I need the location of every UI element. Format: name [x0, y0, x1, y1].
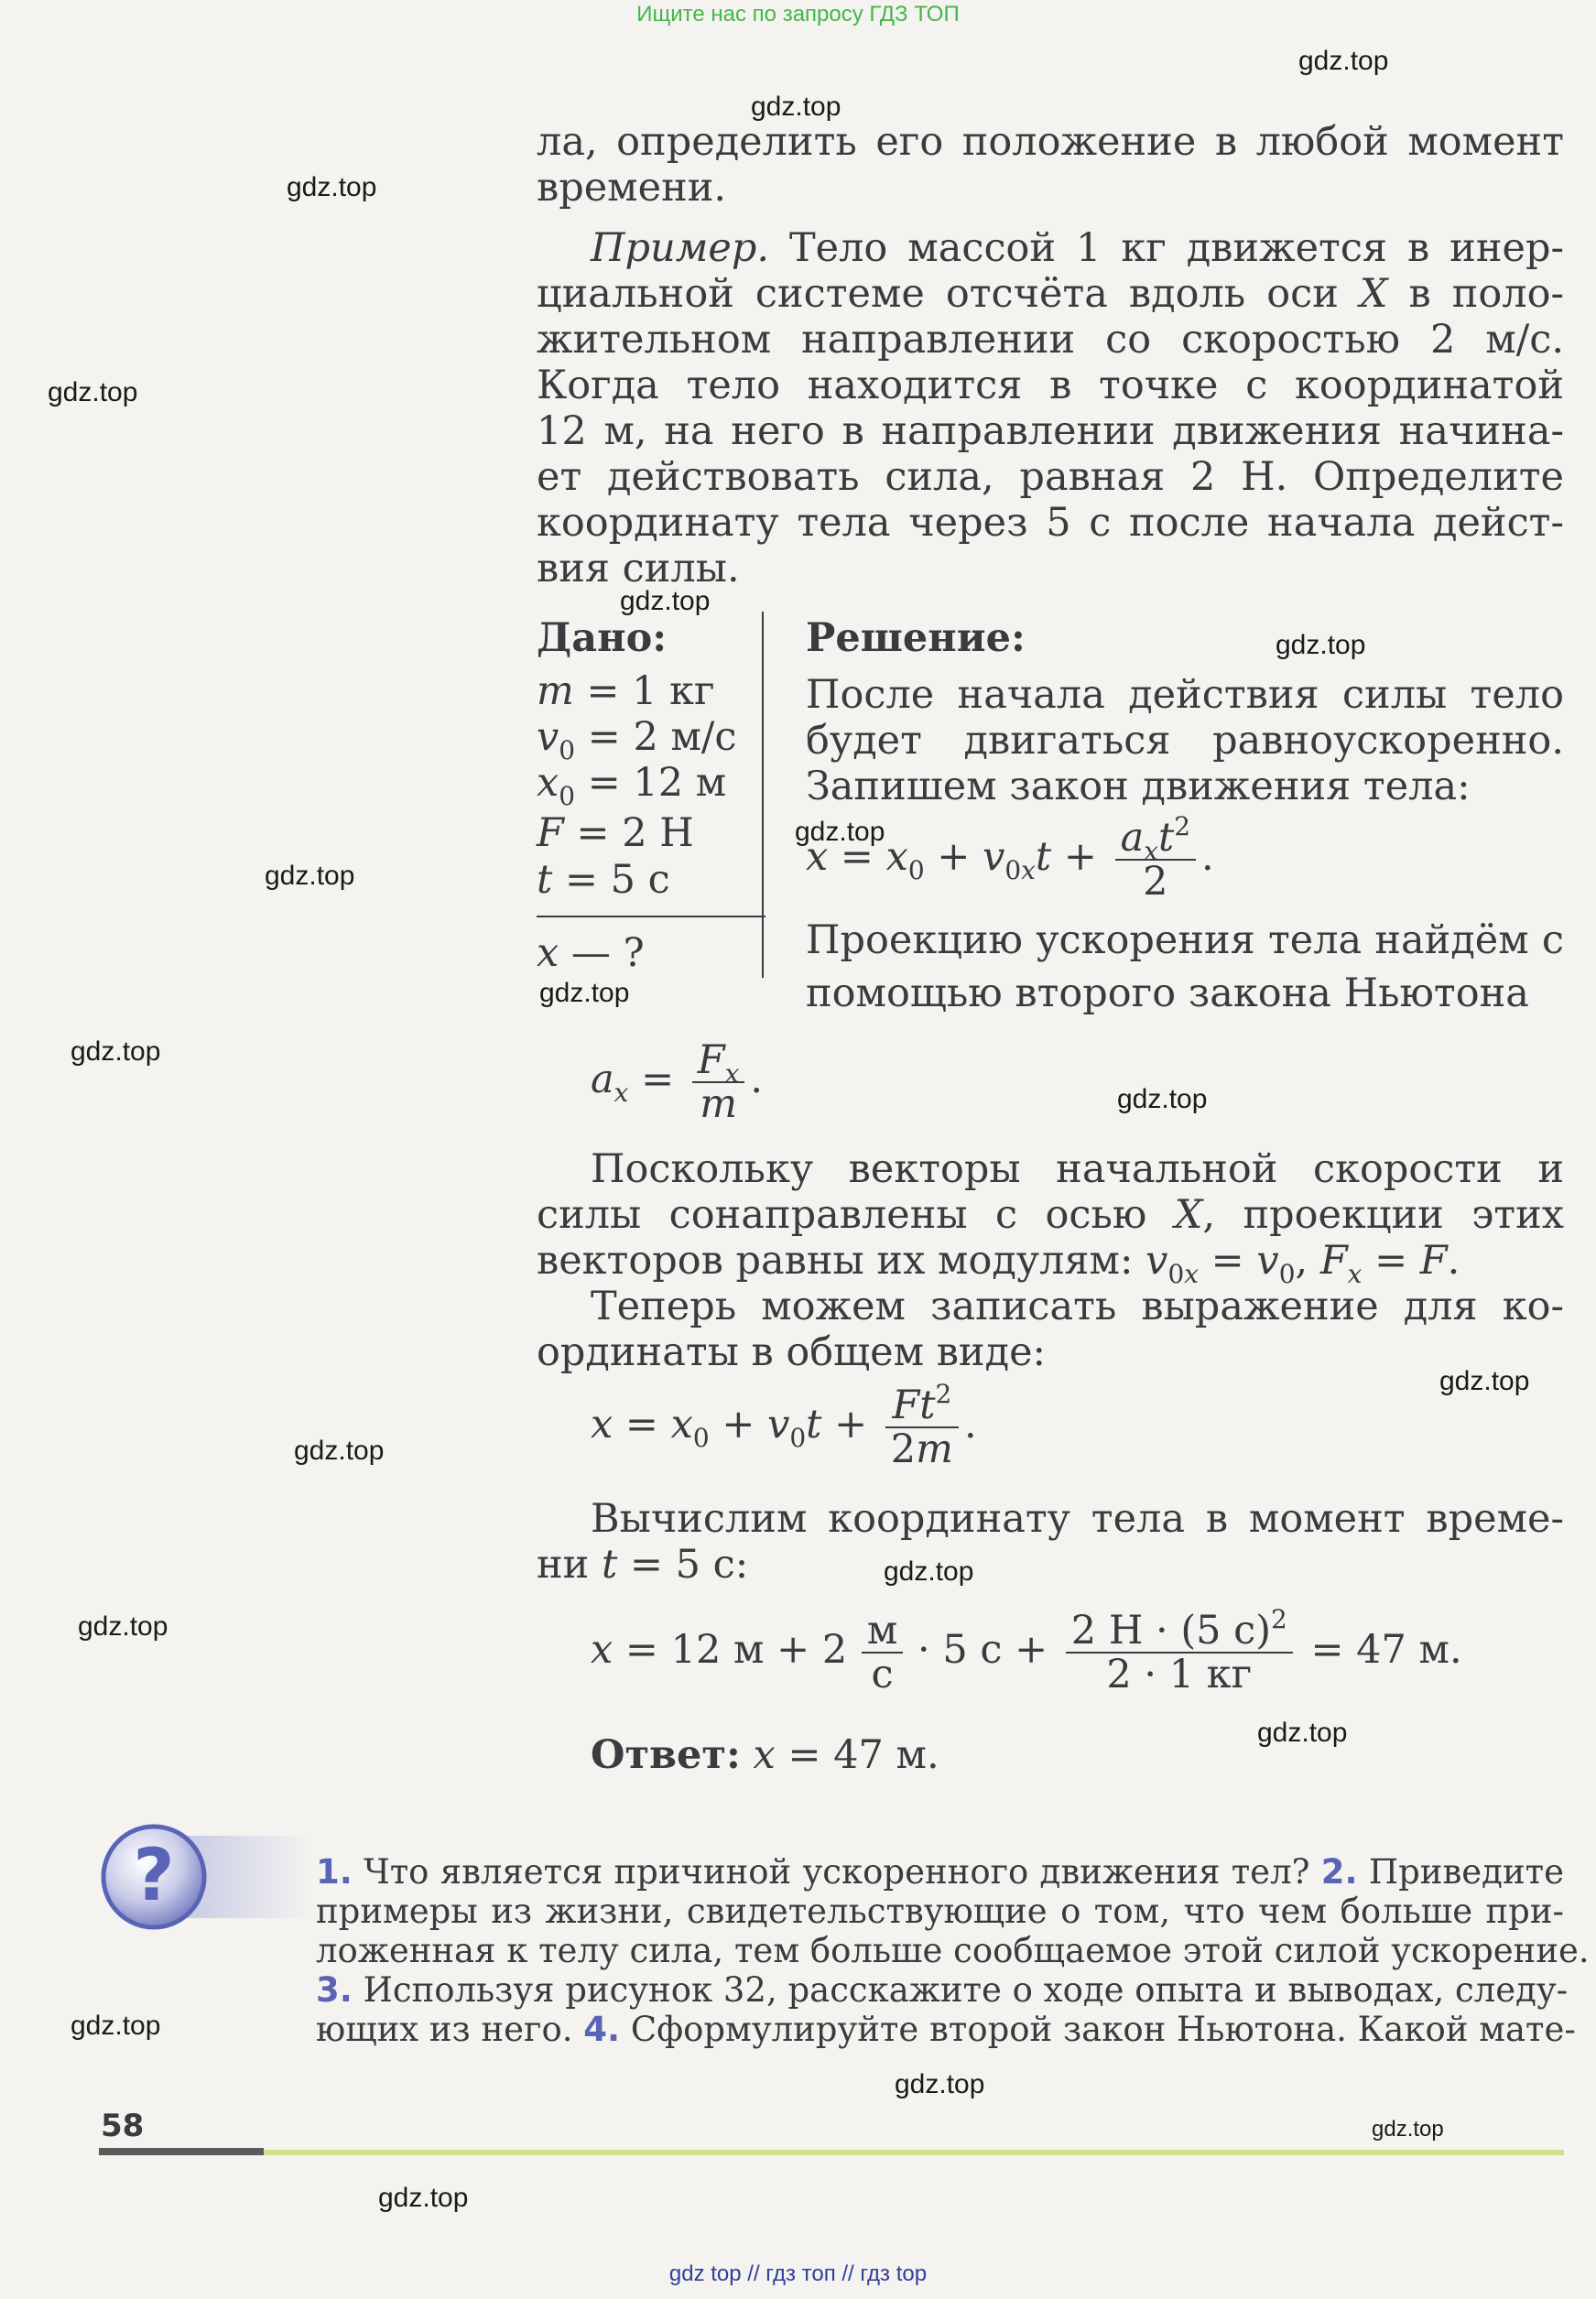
watermark: gdz.top — [71, 2011, 161, 2041]
watermark: gdz.top — [265, 861, 355, 891]
body-line: ни t = 5 с: — [537, 1542, 749, 1588]
watermark: gdz.top — [1298, 46, 1389, 76]
motion-law-formula: $x = x_0 + v_{0x}t$ + $\frac{a_xt^2}{2}$ . — [806, 811, 1214, 905]
example-line: вия силы. — [537, 546, 740, 591]
footer-bar-dark — [99, 2148, 264, 2155]
watermark: gdz.top — [71, 1036, 161, 1067]
newton-formula: $a_x$ = $\frac{F_x}{m}$ . — [591, 1037, 764, 1127]
question-line: ложенная к телу сила, тем больше сообщаемое этой силой ускорение. — [316, 1931, 1590, 1970]
question-line: ющих из него. 4. Сформулируйте второй закон Ньютона. Какой мате- — [316, 2010, 1576, 2049]
footer-bar-green — [264, 2150, 1564, 2155]
watermark: gdz.top — [1257, 1718, 1348, 1748]
answer: Ответ: x = 47 м. — [591, 1732, 939, 1778]
given-title: Дано: — [537, 615, 668, 661]
top-banner: Ищите нас по запросу ГДЗ ТОП — [636, 2, 960, 27]
solution-line: После начала действия силы тело — [806, 672, 1564, 718]
coordinate-formula: $x = x_0 + v_0t$ + $\frac{Ft^2}{2m}$ . — [591, 1379, 977, 1472]
question-icon — [99, 1822, 209, 1932]
solution-line: помощью второго закона Ньютона — [806, 971, 1529, 1016]
watermark: gdz.top — [884, 1556, 974, 1587]
page-number: 58 — [101, 2108, 145, 2144]
example-line: ет действовать сила, равная 2 Н. Определите — [537, 454, 1564, 500]
watermark: gdz.top — [895, 2069, 985, 2099]
given-find: x — ? — [537, 930, 645, 976]
given-item-time: t = 5 с — [537, 857, 670, 903]
given-separator — [762, 612, 764, 978]
example-line: Пример. Тело массой 1 кг движется в инер- — [591, 225, 1565, 271]
text-line: времени. — [537, 165, 727, 211]
question-line: примеры из жизни, свидетельствующие о том, что чем больше при- — [316, 1892, 1564, 1931]
question-line: 1. Что является причиной ускоренного движения тел? 2. Приведите — [316, 1852, 1564, 1892]
example-line: циальной системе отсчёта вдоль оси X в поло- — [537, 271, 1565, 317]
body-line: Теперь можем записать выражение для ко- — [591, 1284, 1564, 1329]
example-line: координату тела через 5 с после начала дейст- — [537, 500, 1564, 546]
watermark: gdz.top — [1439, 1366, 1530, 1396]
watermark: gdz.top — [287, 172, 377, 202]
watermark: gdz.top — [48, 377, 138, 407]
watermark: gdz.top — [620, 586, 711, 616]
example-line: Когда тело находится в точке с координатой — [537, 363, 1564, 408]
svg-text:?: ? — [133, 1835, 175, 1917]
watermark: gdz.top — [539, 978, 630, 1008]
example-line: 12 м, на него в направлении движения начина- — [537, 408, 1564, 454]
body-line: силы сонаправлены с осью X, проекции этих — [537, 1192, 1564, 1238]
example-line: жительном направлении со скоростью 2 м/с. — [537, 317, 1564, 363]
given-item-force: F = 2 Н — [537, 810, 694, 856]
given-item-mass: m = 1 кг — [537, 668, 715, 714]
given-divider — [537, 916, 765, 917]
watermark: gdz.top — [78, 1611, 168, 1642]
watermark: gdz.top — [1117, 1084, 1208, 1114]
watermark: gdz.top — [751, 92, 841, 122]
given-item-position: $x_0 = 12$ м — [537, 760, 727, 811]
text-line: ла, определить его положение в любой момент — [537, 119, 1564, 165]
body-line: Вычислим координату тела в момент време- — [591, 1496, 1564, 1542]
bottom-banner: gdz top // гдз топ // гдз top — [668, 2261, 928, 2286]
body-line: ординаты в общем виде: — [537, 1329, 1046, 1375]
solution-line: Проекцию ускорения тела найдём с — [806, 917, 1564, 963]
body-line: векторов равны их модулям: $v_{0x} = v_0$, $F_x = F$. — [537, 1238, 1460, 1289]
solution-line: Запишем закон движения тела: — [806, 764, 1471, 809]
watermark: gdz.top — [294, 1436, 385, 1466]
watermark: gdz.top — [1372, 2117, 1444, 2142]
question-line: 3. Используя рисунок 32, расскажите о ходе опыта и выводах, следу- — [316, 1970, 1569, 2010]
body-line: Поскольку векторы начальной скорости и — [591, 1146, 1564, 1192]
watermark: gdz.top — [795, 817, 885, 847]
solution-line: будет двигаться равноускоренно. — [806, 718, 1564, 764]
watermark: gdz.top — [1276, 630, 1366, 660]
solution-title: Решение: — [806, 615, 1026, 661]
given-item-velocity: $v_0 = 2$ м/с — [537, 714, 737, 765]
watermark: gdz.top — [378, 2183, 469, 2213]
calculation-formula: x = 12 м + 2 $\frac{м}{с}$ · 5 с + $\frac{2 Н \cdot (5 с)^2}{2 \cdot 1 кг}$ = 47 м. — [591, 1604, 1462, 1697]
